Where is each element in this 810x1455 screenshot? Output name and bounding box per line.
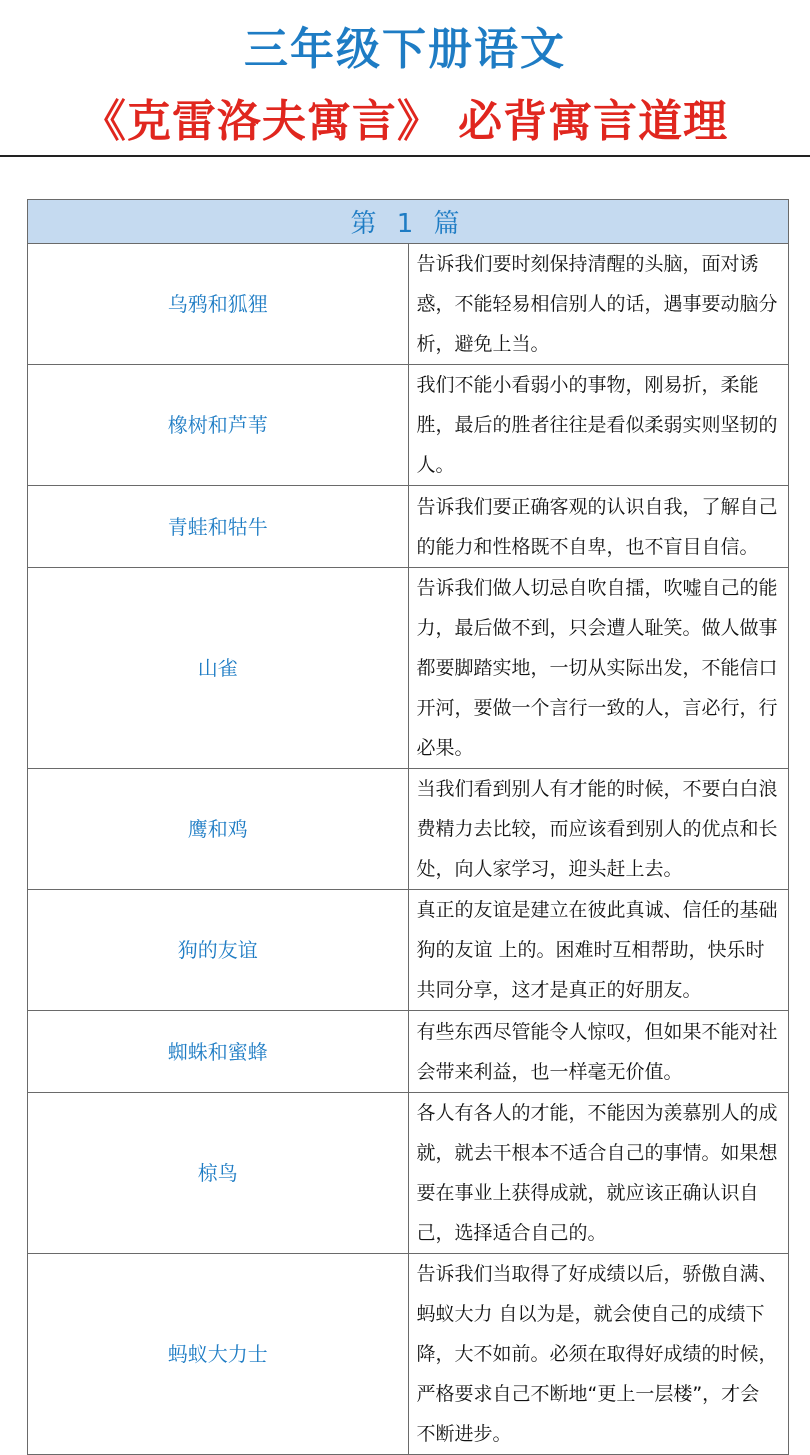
fable-name: 椋鸟 (28, 1093, 409, 1254)
table-row (28, 486, 789, 568)
fable-name: 狗的友谊 (28, 890, 409, 1011)
table-row (28, 769, 789, 890)
table-row (28, 1254, 789, 1455)
table-row (28, 890, 789, 1011)
fable-moral: 当我们看到别人有才能的时候，不要白白浪费精力去比较，而应该看到别人的优点和长处，向人家学习，迎头赶上去。 (408, 769, 789, 890)
fable-moral: 告诉我们当取得了好成绩以后，骄傲自满、蚂蚁大力 自以为是，就会使自己的成绩下降，大不如前。必须在取得好成绩的时候，严格要求自己不断地“更上一层楼”，才会不断进步。 (408, 1254, 789, 1455)
fable-name: 青蛙和牯牛 (28, 486, 409, 568)
header-divider (0, 155, 810, 157)
fable-moral: 告诉我们做人切忌自吹自擂，吹嘘自己的能力，最后做不到，只会遭人耻笑。做人做事都要脚踏实地，一切从实际出发，不能信口开河，要做一个言行一致的人，言必行，行必果。 (408, 568, 789, 769)
fable-name: 蜘蛛和蜜蜂 (28, 1011, 409, 1093)
fable-moral: 告诉我们要正确客观的认识自我，了解自己的能力和性格既不自卑，也不盲目自信。 (408, 486, 789, 568)
fable-name: 乌鸦和狐狸 (28, 244, 409, 365)
fable-name: 橡树和芦苇 (28, 365, 409, 486)
table-row (28, 1093, 789, 1254)
fable-moral: 我们不能小看弱小的事物，刚易折，柔能胜，最后的胜者往往是看似柔弱实则坚韧的人。 (408, 365, 789, 486)
fable-table (27, 199, 789, 1455)
table-row (28, 1011, 789, 1093)
fable-moral: 真正的友谊是建立在彼此真诚、信任的基础狗的友谊 上的。困难时互相帮助，快乐时共同分享，这才是真正的好朋友。 (408, 890, 789, 1011)
fable-name: 鹰和鸡 (28, 769, 409, 890)
fable-name: 蚂蚁大力士 (28, 1254, 409, 1455)
table-row (28, 244, 789, 365)
section-heading: 第 1 篇 (28, 200, 789, 244)
page-title: 三年级下册语文 (244, 24, 566, 75)
page-subtitle: 《克雷洛夫寓言》 必背寓言道理 (81, 96, 729, 147)
fable-moral: 各人有各人的才能，不能因为羡慕别人的成就，就去干根本不适合自己的事情。如果想要在事业上获得成就，就应该正确认识自己，选择适合自己的。 (408, 1093, 789, 1254)
table-row (28, 568, 789, 769)
fable-moral: 有些东西尽管能令人惊叹，但如果不能对社会带来利益，也一样毫无价值。 (408, 1011, 789, 1093)
fable-moral: 告诉我们要时刻保持清醒的头脑，面对诱惑，不能轻易相信别人的话，遇事要动脑分析，避免上当。 (408, 244, 789, 365)
table-row (28, 365, 789, 486)
page-header (0, 0, 810, 160)
fable-name: 山雀 (28, 568, 409, 769)
